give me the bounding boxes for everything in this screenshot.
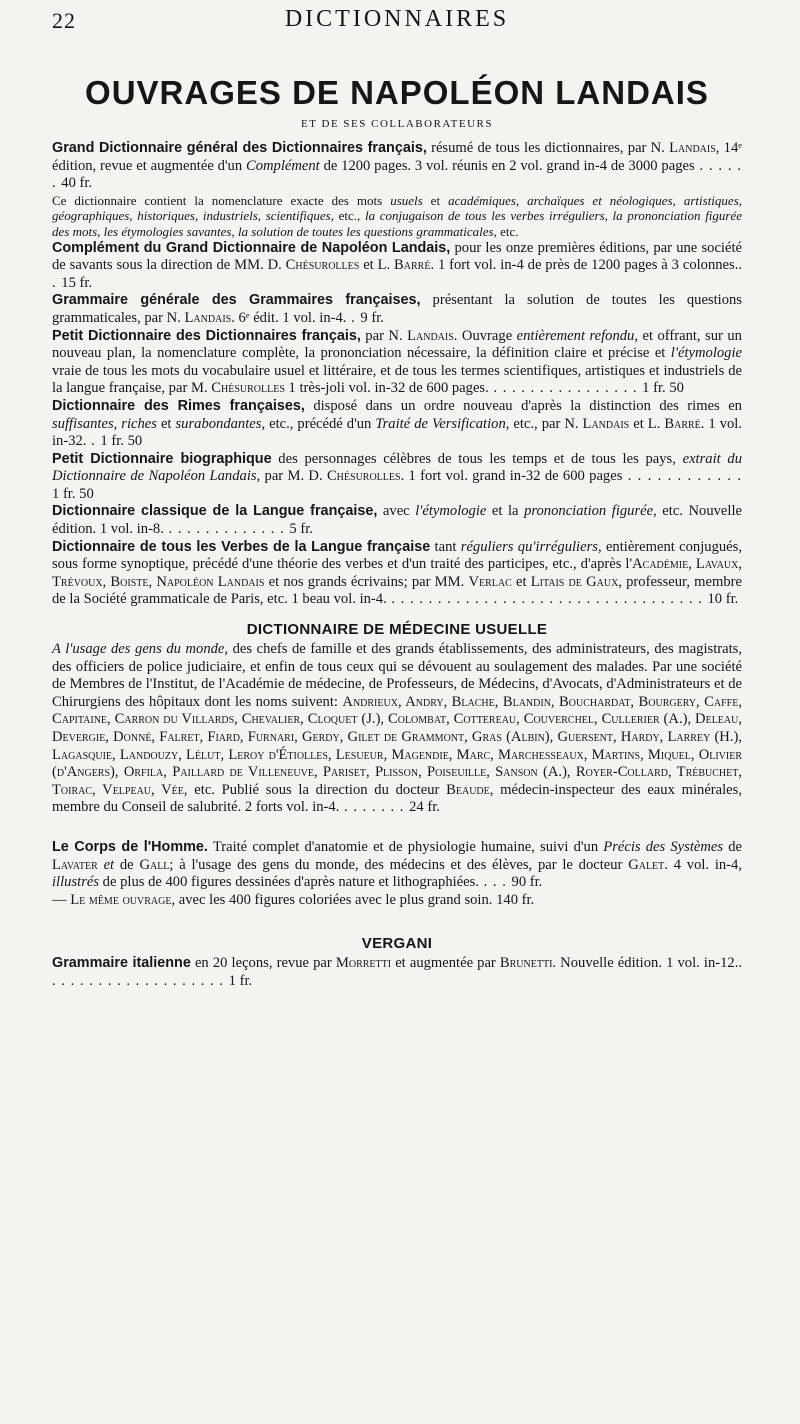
author-name: Académie xyxy=(632,556,689,573)
leader-dots: . . . . . . . . . . . . xyxy=(622,468,742,485)
entry-text: vraie de tous les mots du vocabulaire usuel et littéraire, et de tous les termes scientifiques, artistiques et industriels de la langue française, par M. xyxy=(52,362,742,397)
entry-italic: Complément xyxy=(245,157,320,174)
price: 1 fr. 50 xyxy=(642,380,684,397)
price: 90 fr. xyxy=(511,874,543,891)
price: 1 fr. xyxy=(228,972,253,989)
entry-text: . 1 fort vol. in-4 de près de 1200 pages à 3 colonnes.. xyxy=(430,257,743,274)
main-title: OUVRAGES DE NAPOLÉON LANDAIS xyxy=(85,74,709,111)
price: 1 fr. 50 xyxy=(100,433,143,450)
author-name: Verlac xyxy=(468,573,512,590)
entry-text: et la xyxy=(486,503,525,520)
author-name: Chésurolles xyxy=(285,257,360,274)
author-name: Morretti xyxy=(335,955,392,972)
note-text: etc. xyxy=(496,223,519,239)
price: 40 fr. xyxy=(61,175,93,192)
note-italic: la conjugaison de tous les verbes irréguliers, la prononciation figurée des mots, les étymologies savantes, la solution de toutes les questions grammaticales, xyxy=(52,208,743,239)
entry-text: tant xyxy=(430,538,461,555)
author-name: Litais de Gaux xyxy=(530,573,619,590)
entry-text: des chefs de famille et des grands établissements, des administrateurs, des magistrats, des officiers de police judiciaire, et enfin de tous ceux qui se dévouent au soulagement des malades. Par une société de Membres de l'Institut, de l'Académie de médecine, de Professeurs, de Médecins, d'Avocats, d'Administrateurs et de Chirurgiens des hôpitaux dont les noms suivent: xyxy=(52,641,742,710)
section-title-medecine: DICTIONNAIRE DE MÉDECINE USUELLE xyxy=(246,621,548,639)
author-name: Gall xyxy=(139,856,170,873)
entry-corps-homme xyxy=(52,839,742,909)
note-text: etc., xyxy=(333,208,365,224)
entry-text: , par M. D. xyxy=(256,468,327,485)
entry-grand-dictionnaire xyxy=(52,140,742,193)
leader-dots: . . . . . . . . . . . . . . . . . . . xyxy=(52,972,229,989)
price: 140 fr. xyxy=(496,891,535,908)
entry-text: , etc. Nouvelle édition. 1 vol. in-8. xyxy=(52,503,742,538)
leader-dots: . . . . . . . . . . . . . . . . . . . . . . . . . . . . . . . . . . xyxy=(386,591,708,608)
author-name: Chésurolles xyxy=(211,380,285,397)
entry-title: Grand Dictionnaire général des Dictionnaires français, xyxy=(52,140,427,156)
entry-petit-dictionnaire xyxy=(52,328,742,398)
price: 10 fr. xyxy=(707,591,739,608)
entry-italic: surabondantes xyxy=(175,415,262,432)
contributor-names: Andrieux, Andry, Blache, Blandin, Bouchardat, Bourgery, Caffe, Capitaine, Carron du Villards, Chevalier, Cloquet (J.), Colombat, Cottereau, Couverchel, Cullerier (A.), Deleau, Devergie, Donné, Falret, Fiard, Furnari, Gerdy, Gilet de Grammont, Gras (Albin), Guersent, Hardy, Larrey (H.), Lagasquie, Landouzy, Lélut, Leroy d'Étiolles, Lesueur, Magendie, Marc, Marchesseaux, Martins, Miquel, Olivier (d'Angers), Orfila, Paillard de Villeneuve, Pariset, Plisson, Poiseuille, Sanson (A.), Royer-Collard, Trébuchet, Toirac, Velpeau, Vée, xyxy=(52,693,743,798)
entry-complement xyxy=(52,240,742,293)
entry-text: . 1 fort vol. grand in-32 de 600 pages xyxy=(400,468,623,485)
entry-rimes xyxy=(52,398,742,451)
price: 24 fr. xyxy=(409,799,440,816)
leader-dots: . . . . . . . xyxy=(339,799,410,816)
entry-title: Dictionnaire de tous les Verbes de la Langue française xyxy=(52,538,431,555)
entry-text: 1 très-joli vol. in-32 de 600 pages. xyxy=(284,380,489,397)
spacer xyxy=(52,817,742,839)
entry-text: , et offrant, sur un nouveau plan, la nomenclature complète, la prononciation nécessaire, la définition claire et précise et xyxy=(52,327,742,362)
author-name: Brunetti xyxy=(499,955,553,972)
entry-text: des personnages célèbres de tous les temps et de tous les pays, xyxy=(271,450,683,467)
entry-text: etc. Publié sous la direction du docteur xyxy=(187,781,447,798)
entry-text: de xyxy=(114,856,140,873)
entry-note xyxy=(52,193,742,240)
leader-dots: . xyxy=(52,274,62,291)
running-title: DICTIONNAIRES xyxy=(284,6,510,32)
entry-text: et nos grands écrivains; par MM. xyxy=(264,573,469,590)
entry-title: Dictionnaire des Rimes françaises, xyxy=(52,397,305,414)
author-name: Lavater xyxy=(52,856,98,873)
entry-italic: extrait du Dictionnaire de Napoléon Landais xyxy=(52,450,742,485)
entry-grammaire-generale xyxy=(52,292,742,327)
running-head xyxy=(52,0,742,60)
price: 5 fr. xyxy=(289,521,313,538)
entry-text: . 4 vol. in-4, xyxy=(664,856,742,873)
entry-text: , professeur, membre de la Société grammaticale de Paris, etc. 1 beau vol. in-4. xyxy=(52,573,742,608)
page-number: 22 xyxy=(52,8,76,33)
entry-text: et L. xyxy=(359,257,395,274)
entry-title: Dictionnaire classique de la Langue française, xyxy=(52,503,378,520)
author-name: Galet xyxy=(628,856,665,873)
leader-dots: . . . . . . xyxy=(52,157,743,192)
entry-text: . 1 vol. in-32. xyxy=(52,415,743,450)
entry-italic: l'étymologie xyxy=(670,345,742,362)
leader-dots: . . . . . . . . . . . . . xyxy=(163,521,290,538)
author-name: Landais xyxy=(184,309,232,326)
entry-text: , etc., par N. xyxy=(505,415,583,432)
entry-title: Complément du Grand Dictionnaire de Napoléon Landais, xyxy=(52,239,451,256)
entry-text: . Ouvrage xyxy=(453,327,517,344)
entry-text: par N. xyxy=(360,327,408,344)
author-name: Chésurolles xyxy=(326,468,401,485)
entry-text: , médecin-inspecteur des eaux minérales, membre du Conseil de salubrité. 2 forts vol. in-4. xyxy=(52,781,742,816)
entry-italic: et xyxy=(103,856,115,873)
leader-dots: . xyxy=(346,309,361,326)
entry-grammaire-italienne xyxy=(52,955,742,990)
entry-text: , etc., précédé d'un xyxy=(261,415,376,432)
entry-title: Grammaire italienne xyxy=(52,955,191,972)
entry-smallcaps: Le même ouvrage xyxy=(70,891,172,908)
spacer xyxy=(52,909,742,923)
entry-italic: suffisantes, riches xyxy=(52,415,157,432)
entry-medecine xyxy=(52,641,742,817)
entry-italic: A l'usage des gens du monde, xyxy=(52,641,229,658)
section-title-vergani: VERGANI xyxy=(361,935,433,953)
entry-biographique xyxy=(52,451,742,504)
entry-text: . 6ᵉ édit. 1 vol. in-4. xyxy=(231,309,347,326)
entry-text: de xyxy=(723,838,743,855)
price: 9 fr. xyxy=(360,309,384,326)
entry-text: présentant la solution de toutes les questions grammaticales, par N. xyxy=(52,292,742,326)
entry-text: disposé dans un ordre nouveau d'après la distinction des rimes en xyxy=(304,397,742,414)
note-italic: usuels xyxy=(390,192,423,208)
entry-text: et L. xyxy=(629,415,665,432)
author-name: Beaude xyxy=(446,781,490,798)
author-name: Barré xyxy=(664,415,701,432)
entry-text: avec xyxy=(377,503,416,520)
entry-text: et xyxy=(156,415,176,432)
entry-title: Le Corps de l'Homme. xyxy=(52,838,208,855)
entry-classique xyxy=(52,503,742,538)
entry-text: , entièrement conjugués, sous forme synoptique, précédé d'une théorie des verbes et d'un traité des participes, etc., d'après l' xyxy=(52,538,742,573)
author-name: Lavaux, Trévoux, Boiste, Napoléon Landais xyxy=(52,556,743,590)
entry-text: et xyxy=(511,573,531,590)
entry-text: — xyxy=(52,891,71,908)
entry-italic: Traité de Versification xyxy=(375,415,506,432)
leader-dots: . . . . . . . . . . . . . . . . xyxy=(488,380,643,397)
entry-text: en 20 leçons, revue par xyxy=(190,955,336,972)
entry-text: pour les onze premières éditions, par une société de savants sous la direction de MM. D. xyxy=(52,239,742,274)
entry-title: Grammaire générale des Grammaires françaises, xyxy=(52,292,421,309)
author-name: Barré xyxy=(394,257,431,274)
author-name: Landais xyxy=(407,327,454,344)
leader-dots: . xyxy=(86,433,101,450)
leader-dots: . . . xyxy=(478,874,512,891)
entry-text: , 14ᵉ édition, revue et augmentée d'un xyxy=(52,140,743,174)
entry-italic: Précis des Systèmes xyxy=(603,838,724,855)
price: 1 fr. 50 xyxy=(52,485,94,502)
subtitle: ET DE SES COLLABORATEURS xyxy=(301,118,493,130)
price: 15 fr. xyxy=(61,274,93,291)
entry-italic: entièrement refondu xyxy=(516,327,635,344)
entry-italic: l'étymologie xyxy=(415,503,487,520)
entry-italic: illustrés xyxy=(52,874,100,891)
note-text: et xyxy=(422,192,449,208)
entry-text: résumé de tous les dictionnaires, par xyxy=(426,140,651,156)
author-name: Landais xyxy=(582,415,630,432)
author-name: N. Landais xyxy=(650,140,716,156)
entry-italic: réguliers qu'irréguliers xyxy=(460,538,598,555)
entry-text: Traité complet d'anatomie et de physiologie humaine, suivi d'un xyxy=(207,838,604,855)
entry-text: , avec les 400 figures coloriées avec le plus grand soin. xyxy=(171,891,493,908)
note-italic: académiques, archaïques et néologiques, artistiques, géographiques, historiques, industriels, scientifiques, xyxy=(52,192,742,224)
entry-verbes xyxy=(52,539,742,609)
entry-text: et augmentée par xyxy=(391,955,500,972)
entry-text: ; à l'usage des gens du monde, des médecins et des élèves, par le docteur xyxy=(169,856,629,873)
entry-italic: prononciation figurée xyxy=(524,503,654,520)
entry-text: de plus de 400 figures dessinées d'après nature et lithographiées. xyxy=(99,874,479,891)
entry-title: Petit Dictionnaire biographique xyxy=(52,450,272,467)
entry-text: . Nouvelle édition. 1 vol. in-12.. xyxy=(552,955,743,972)
entry-text: , xyxy=(688,556,696,573)
entry-title: Petit Dictionnaire des Dictionnaires français, xyxy=(52,327,361,344)
entry-text: de 1200 pages. 3 vol. réunis en 2 vol. grand in-4 de 3000 pages xyxy=(319,157,695,174)
note-text: Ce dictionnaire contient la nomenclature exacte des mots xyxy=(52,192,391,208)
